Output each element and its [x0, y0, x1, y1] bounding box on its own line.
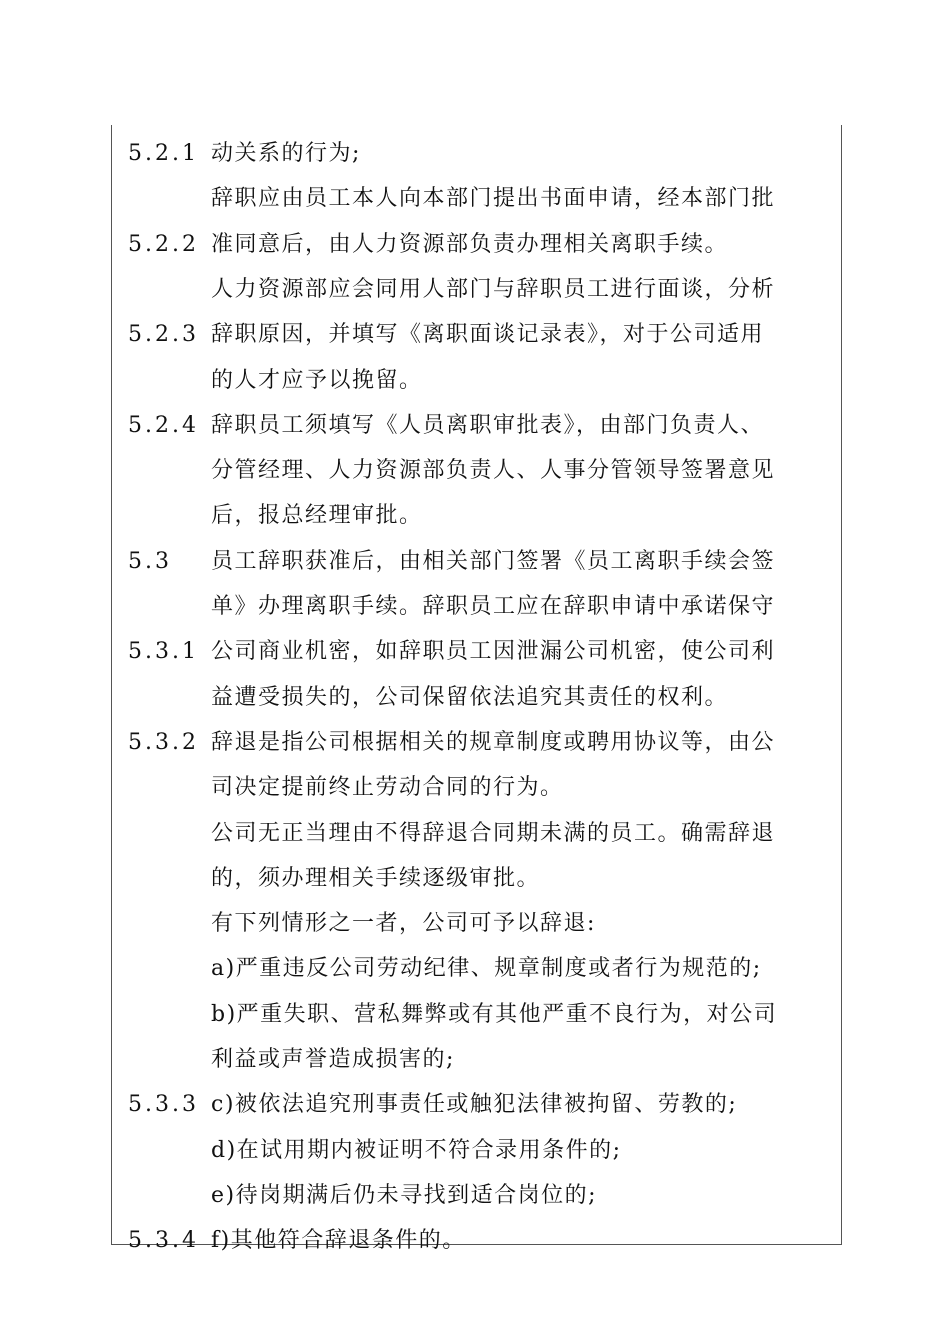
paragraph-line: d)在试用期内被证明不符合录用条件的; [211, 1137, 622, 1163]
paragraph-line: 辞职原因，并填写《离职面谈记录表》，对于公司适用 [211, 322, 765, 348]
paragraph-line: 员工辞职获准后，由相关部门签署《员工离职手续会签 [211, 548, 776, 574]
paragraph-line: b)严重失职、营私舞弊或有其他严重不良行为，对公司 [211, 1001, 778, 1027]
paragraph-line: 准同意后，由人力资源部负责办理相关离职手续。 [211, 231, 729, 257]
section-number: 5.3.3 [128, 1092, 199, 1118]
section-number: 5.3.2 [128, 729, 199, 755]
paragraph-line: 人力资源部应会同用人部门与辞职员工进行面谈，分析 [211, 276, 776, 302]
paragraph-line: a)严重违反公司劳动纪律、规章制度或者行为规范的; [211, 956, 762, 982]
paragraph-line: e)待岗期满后仍未寻找到适合岗位的; [211, 1182, 598, 1208]
section-number: 5.2.1 [128, 141, 199, 166]
paragraph-line: 有下列情形之一者，公司可予以辞退: [211, 911, 596, 937]
paragraph-line: 司决定提前终止劳动合同的行为。 [211, 775, 564, 801]
section-number: 5.3.1 [128, 639, 199, 665]
paragraph-line: 分管经理、人力资源部负责人、人事分管领导签署意见 [211, 458, 776, 484]
paragraph-line: 后，报总经理审批。 [211, 503, 423, 529]
paragraph-line: 辞职员工须填写《人员离职审批表》，由部门负责人、 [211, 412, 765, 438]
section-number: 5.2.2 [128, 231, 199, 257]
paragraph-line: 的人才应予以挽留。 [211, 367, 423, 393]
paragraph-line: f)其他符合辞退条件的。 [211, 1228, 466, 1254]
paragraph-line: 益遭受损失的，公司保留依法追究其责任的权利。 [211, 684, 729, 710]
section-number: 5.3.4 [128, 1228, 199, 1254]
section-number: 5.3 [128, 548, 172, 574]
paragraph-line: 单》办理离职手续。辞职员工应在辞职申请中承诺保守 [211, 594, 776, 619]
paragraph-line: 的，须办理相关手续逐级审批。 [211, 865, 541, 891]
section-number: 5.2.3 [128, 322, 199, 348]
paragraph-line: 动关系的行为; [211, 141, 361, 166]
paragraph-line: 辞职应由员工本人向本部门提出书面申请，经本部门批 [211, 186, 776, 212]
paragraph-line: 公司无正当理由不得辞退合同期未满的员工。确需辞退 [211, 820, 776, 846]
paragraph-line: c)被依法追究刑事责任或触犯法律被拘留、劳教的; [211, 1092, 738, 1118]
paragraph-line: 辞退是指公司根据相关的规章制度或聘用协议等，由公 [211, 729, 776, 755]
paragraph-line: 利益或声誉造成损害的; [211, 1047, 455, 1072]
paragraph-line: 公司商业机密，如辞职员工因泄漏公司机密，使公司利 [211, 639, 776, 665]
section-number: 5.2.4 [128, 412, 199, 438]
